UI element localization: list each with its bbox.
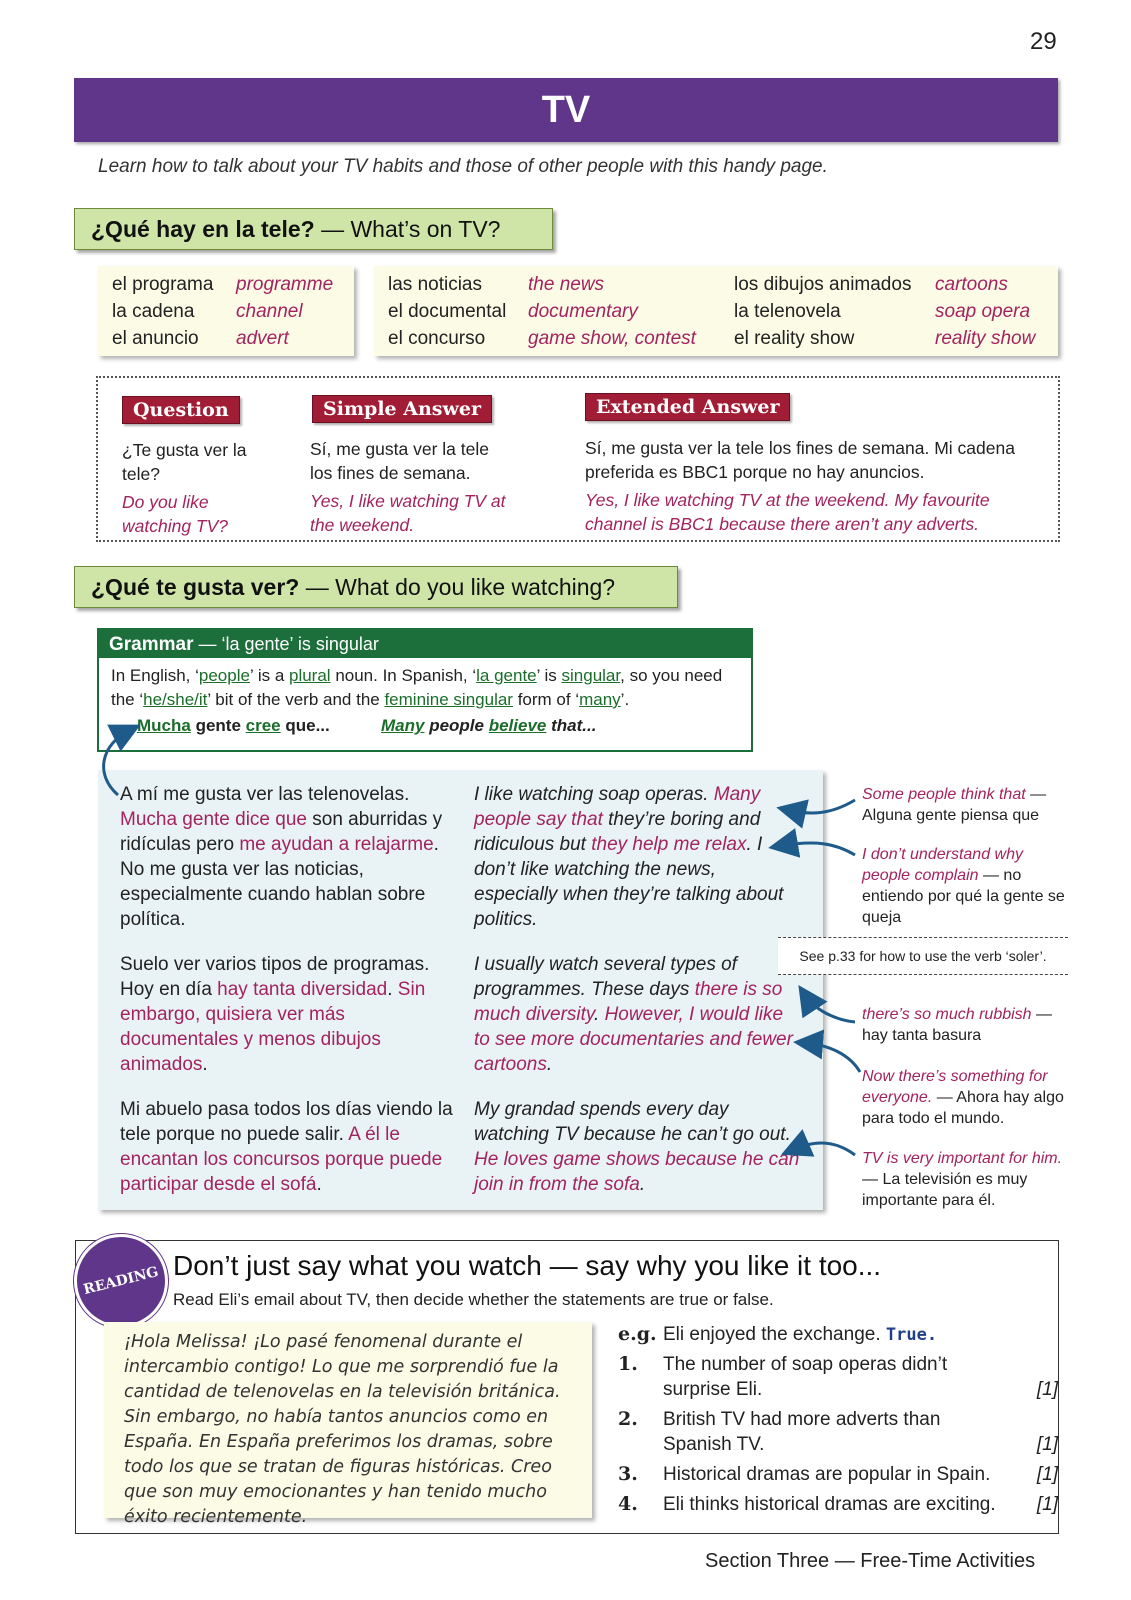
soler-reference-note: See p.33 for how to use the verb ‘soler’. <box>778 937 1068 975</box>
question-en: Do you like watching TV? <box>122 492 229 536</box>
arrow-note-3 <box>805 995 855 1022</box>
arrow-note-1 <box>788 800 855 813</box>
paragraph-es-1: A mí me gusta ver las telenovelas. Mucha gente dice que son aburridas y ridículas pero me ayudan a relajarme. No me gusta ver las noticias, especialmente cuando hablan sobre política. <box>120 784 443 930</box>
page-number: 29 <box>1030 28 1057 55</box>
vocab-en: cartoons <box>935 274 1008 295</box>
grammar-title: Grammar <box>109 634 194 655</box>
vocab-es: el reality show <box>734 328 855 349</box>
section-heading-en: — What’s on TV? <box>314 216 501 242</box>
side-note-4: Now there’s something for everyone. — Ahora hay algo para todo el mundo. <box>862 1068 1064 1127</box>
vocab-en: reality show <box>935 328 1036 349</box>
vocab-es: el programa <box>112 274 214 295</box>
side-note-1: Some people think that — Alguna gente piensa que <box>862 786 1047 824</box>
vocab-es: el documental <box>388 301 507 322</box>
vocab-es: el anuncio <box>112 328 199 349</box>
email-panel <box>104 1322 592 1527</box>
page-footer: Section Three — Free-Time Activities <box>705 1550 1036 1572</box>
vocab-en: soap opera <box>935 301 1031 322</box>
paragraph-en-3: My grandad spends every day watching TV because he can’t go out. He loves game shows because he can join in from the sofa. <box>474 1099 800 1195</box>
side-note-2: I don’t understand why people complain — no entiendo por qué la gente se queja <box>862 846 1065 926</box>
grammar-example-en: Many people believe that... <box>381 716 597 735</box>
grammar-explanation: In English, ‘people’ is a plural noun. In Spanish, ‘la gente’ is singular, so you need the ‘he/she/it’ bit of the verb and the feminine singular form of ‘many’. <box>111 666 723 709</box>
vocab-en: game show, contest <box>528 328 696 349</box>
simple-answer-es: Sí, me gusta ver la tele los fines de semana. <box>310 439 489 483</box>
example-answer: True. <box>885 1325 938 1345</box>
vocab-en: channel <box>236 301 303 322</box>
arrow-note-5 <box>792 1143 855 1155</box>
extended-answer-es: Sí, me gusta ver la tele los fines de semana. Mi cadena preferida es BBC1 porque no hay anuncios. <box>585 438 1015 482</box>
grammar-example-es: Mucha gente cree que... <box>137 716 330 735</box>
section-heading-en: — What do you like watching? <box>299 574 616 600</box>
reading-badge: READING <box>64 1224 178 1338</box>
paragraph-es-3: Mi abuelo pasa todos los días viendo la tele porque no puede salir. A él le encantan los concursos porque puede participar desde el sofá. <box>120 1099 453 1195</box>
paragraph-es-2: Suelo ver varios tipos de programas. Hoy en día hay tanta diversidad. Sin embargo, quisiera ver más documentales y menos dibujos animados. <box>120 954 430 1075</box>
intro-text: Learn how to talk about your TV habits and those of other people with this handy page. <box>98 156 828 177</box>
vocab-es: los dibujos animados <box>734 274 912 295</box>
arrow-note-4 <box>805 1043 860 1072</box>
side-note-5: TV is very important for him. — La televisión es muy importante para él. <box>862 1150 1063 1209</box>
section-heading-es: ¿Qué hay en la tele? <box>91 216 315 242</box>
vocab-es: la telenovela <box>734 301 841 322</box>
side-note-3: there’s so much rubbish — hay tanta basura <box>862 1006 1053 1044</box>
page-title: TV <box>74 78 1058 142</box>
reading-instruction: Read Eli’s email about TV, then decide whether the statements are true or false. <box>173 1290 774 1309</box>
extended-answer-label: Extended Answer <box>585 393 790 421</box>
vocab-en: programme <box>236 274 334 295</box>
simple-answer-en: Yes, I like watching TV at the weekend. <box>310 491 506 535</box>
arrow-grammar-to-text <box>104 730 130 795</box>
paragraph-en-2: I usually watch several types of programmes. These days there is so much diversity. However, I would like to see more documentaries and fewer cartoons. <box>474 954 793 1075</box>
simple-answer-label: Simple Answer <box>312 395 492 423</box>
email-text: ¡Hola Melissa! ¡Lo pasé fenomenal durante el intercambio contigo! Lo que me sorprendió fue la cantidad de telenovelas en la televisión británica. Sin embargo, no había tantos anuncios como en España. En España preferimos los dramas, sobre todo los que se tratan de figuras históricas. Creo que son muy emocionantes y han tenido mucho éxito recientemente. <box>124 1332 561 1527</box>
arrow-note-2 <box>780 843 855 855</box>
reading-heading: Don’t just say what you watch — say why you like it too... <box>173 1250 882 1281</box>
vocab-en: the news <box>528 274 605 295</box>
question-label: Question <box>122 396 240 424</box>
section-heading-es: ¿Qué te gusta ver? <box>91 574 300 600</box>
question-es: ¿Te gusta ver la tele? <box>122 440 247 484</box>
grammar-subtitle: — ‘la gente’ is singular <box>193 634 379 654</box>
vocab-en: advert <box>236 328 289 349</box>
vocab-es: la cadena <box>112 301 195 322</box>
vocab-en: documentary <box>528 301 638 322</box>
vocab-es: las noticias <box>388 274 482 295</box>
paragraph-en-1: I like watching soap operas. Many people say that they’re boring and ridiculous but they help me relax. I don’t like watching the news, especially when they’re talking about politics. <box>474 784 784 930</box>
vocab-es: el concurso <box>388 328 486 349</box>
extended-answer-en: Yes, I like watching TV at the weekend. My favourite channel is BBC1 because there aren’t any adverts. <box>585 490 990 534</box>
